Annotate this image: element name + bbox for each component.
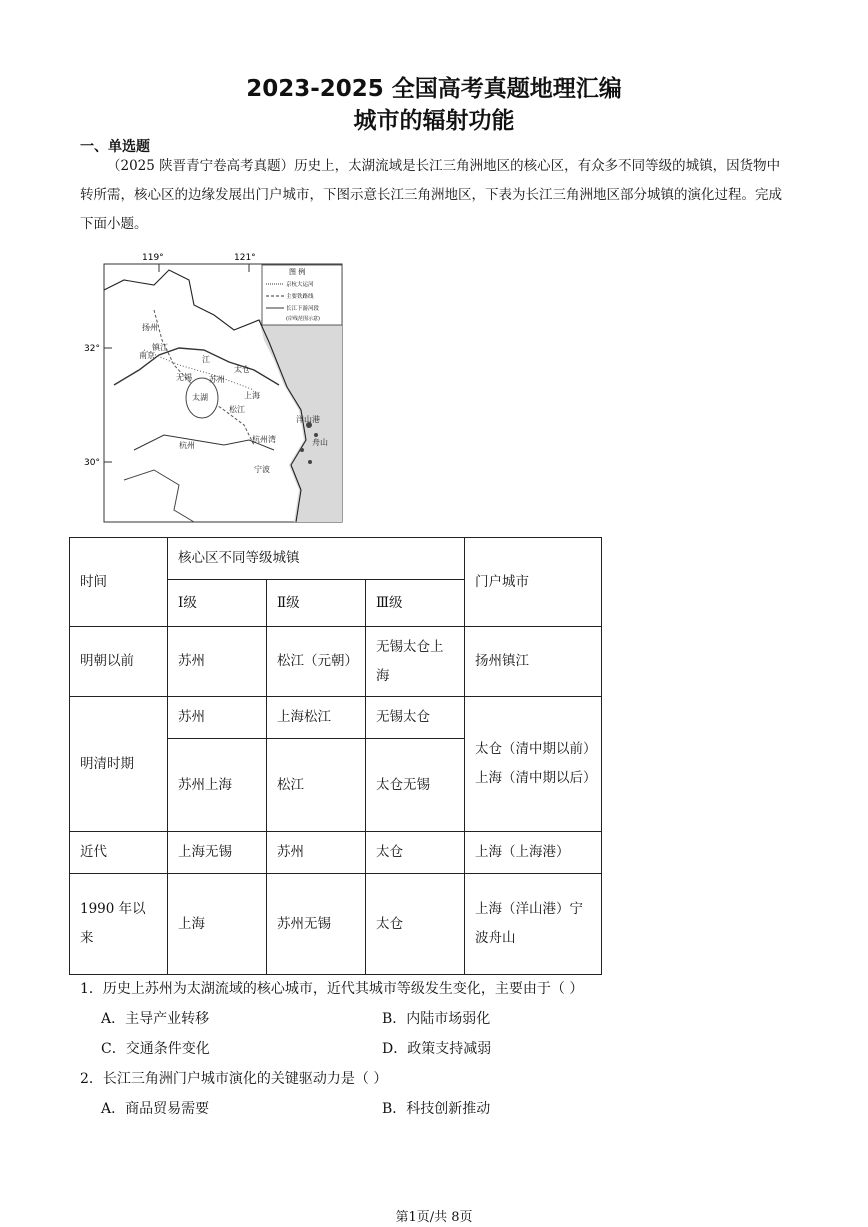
place-label: 无锡	[176, 373, 192, 382]
intro-passage	[80, 152, 792, 239]
table-cell: 太仓	[366, 832, 465, 874]
question-stem: 2．长江三角洲门户城市演化的关键驱动力是（ ）	[80, 1071, 388, 1087]
place-label: 上海	[244, 391, 260, 400]
answer-option[interactable]: A．主导产业转移	[101, 1011, 210, 1027]
legend-title: 图 例	[289, 268, 306, 276]
place-label: 太仓	[234, 365, 250, 374]
place-label: 杭州	[179, 441, 195, 450]
legend-item: 京杭大运河	[286, 282, 314, 288]
question-stem: 1．历史上苏州为太湖流域的核心城市，近代其城市等级发生变化，主要由于（ ）	[80, 981, 584, 997]
lon-label: 119°	[142, 253, 164, 263]
history-table	[69, 537, 602, 975]
table-row	[70, 874, 602, 975]
table-row	[70, 832, 602, 874]
page-subtitle: 城市的辐射功能	[353, 108, 515, 134]
table-cell: 近代	[70, 832, 168, 874]
table-cell: 上海（上海港）	[465, 832, 602, 874]
table-header-cell: Ⅰ级	[168, 580, 267, 627]
table-cell: 1990 年以来	[70, 874, 168, 975]
place-label: 苏州	[209, 375, 225, 384]
page-footer: 第1页/共 8页	[395, 1210, 473, 1225]
table-cell: 松江	[267, 739, 366, 832]
place-label: 镇江	[152, 343, 168, 352]
table-cell: 松江（元朝）	[267, 627, 366, 697]
table-cell: 无锡太仓	[366, 697, 465, 739]
answer-option[interactable]: D．政策支持减弱	[382, 1041, 492, 1057]
table-cell: 太仓（清中期以前）上海（清中期以后）	[465, 697, 602, 832]
place-label: 扬州	[142, 323, 158, 332]
legend-item: 长江下游河段	[286, 306, 320, 312]
table-row	[70, 697, 602, 739]
table-header-cell: 时间	[70, 538, 168, 627]
place-label: 江	[202, 355, 210, 364]
table-header-cell: 核心区不同等级城镇	[168, 538, 465, 580]
answer-option[interactable]: B．科技创新推动	[382, 1101, 491, 1117]
table-row	[70, 538, 602, 580]
table-cell: 上海无锡	[168, 832, 267, 874]
table-cell: 上海松江	[267, 697, 366, 739]
table-header-cell: Ⅲ级	[366, 580, 465, 627]
table-cell: 上海	[168, 874, 267, 975]
legend-item: (岸线范围示意)	[286, 316, 320, 322]
place-label: 太湖	[192, 393, 208, 402]
table-cell: 苏州	[168, 697, 267, 739]
table-cell: 太仓无锡	[366, 739, 465, 832]
legend-item: 主要铁路线	[286, 294, 314, 300]
place-label: 洋山港	[296, 415, 320, 424]
table-cell: 上海（洋山港）宁波舟山	[465, 874, 602, 975]
table-cell: 明清时期	[70, 697, 168, 832]
table-cell: 苏州上海	[168, 739, 267, 832]
table-header-cell: Ⅱ级	[267, 580, 366, 627]
lat-label: 30°	[84, 458, 100, 468]
place-label: 宁波	[254, 465, 270, 474]
section-label: 一、单选题	[80, 139, 150, 155]
table-cell: 扬州镇江	[465, 627, 602, 697]
table-cell: 苏州无锡	[267, 874, 366, 975]
table-cell: 苏州	[168, 627, 267, 697]
place-label: 南京	[139, 351, 155, 360]
answer-option[interactable]: A．商品贸易需要	[101, 1101, 210, 1117]
page-title: 2023-2025 全国高考真题地理汇编	[246, 76, 622, 102]
answer-option[interactable]: B．内陆市场弱化	[382, 1011, 491, 1027]
intro-text: （2025 陕晋青宁卷高考真题）历史上，太湖流域是长江三角洲地区的核心区，有众多不同等级的城镇，因货物中转所需，核心区的边缘发展出门户城市，下图示意长江三角洲地区，下表为长江三角洲地区部分城镇的演化过程。完成下面小题。	[80, 158, 782, 232]
yangtze-delta-map	[84, 250, 346, 524]
lon-label: 121°	[234, 253, 256, 263]
table-header-cell: 门户城市	[465, 538, 602, 627]
table-row	[70, 627, 602, 697]
place-label: 舟山	[312, 438, 328, 447]
table-cell: 太仓	[366, 874, 465, 975]
table-cell: 明朝以前	[70, 627, 168, 697]
table-cell: 无锡太仓上海	[366, 627, 465, 697]
lat-label: 32°	[84, 344, 100, 354]
table-cell: 苏州	[267, 832, 366, 874]
place-label: 杭州湾	[252, 435, 276, 444]
answer-option[interactable]: C．交通条件变化	[101, 1041, 210, 1057]
place-label: 松江	[229, 405, 245, 414]
